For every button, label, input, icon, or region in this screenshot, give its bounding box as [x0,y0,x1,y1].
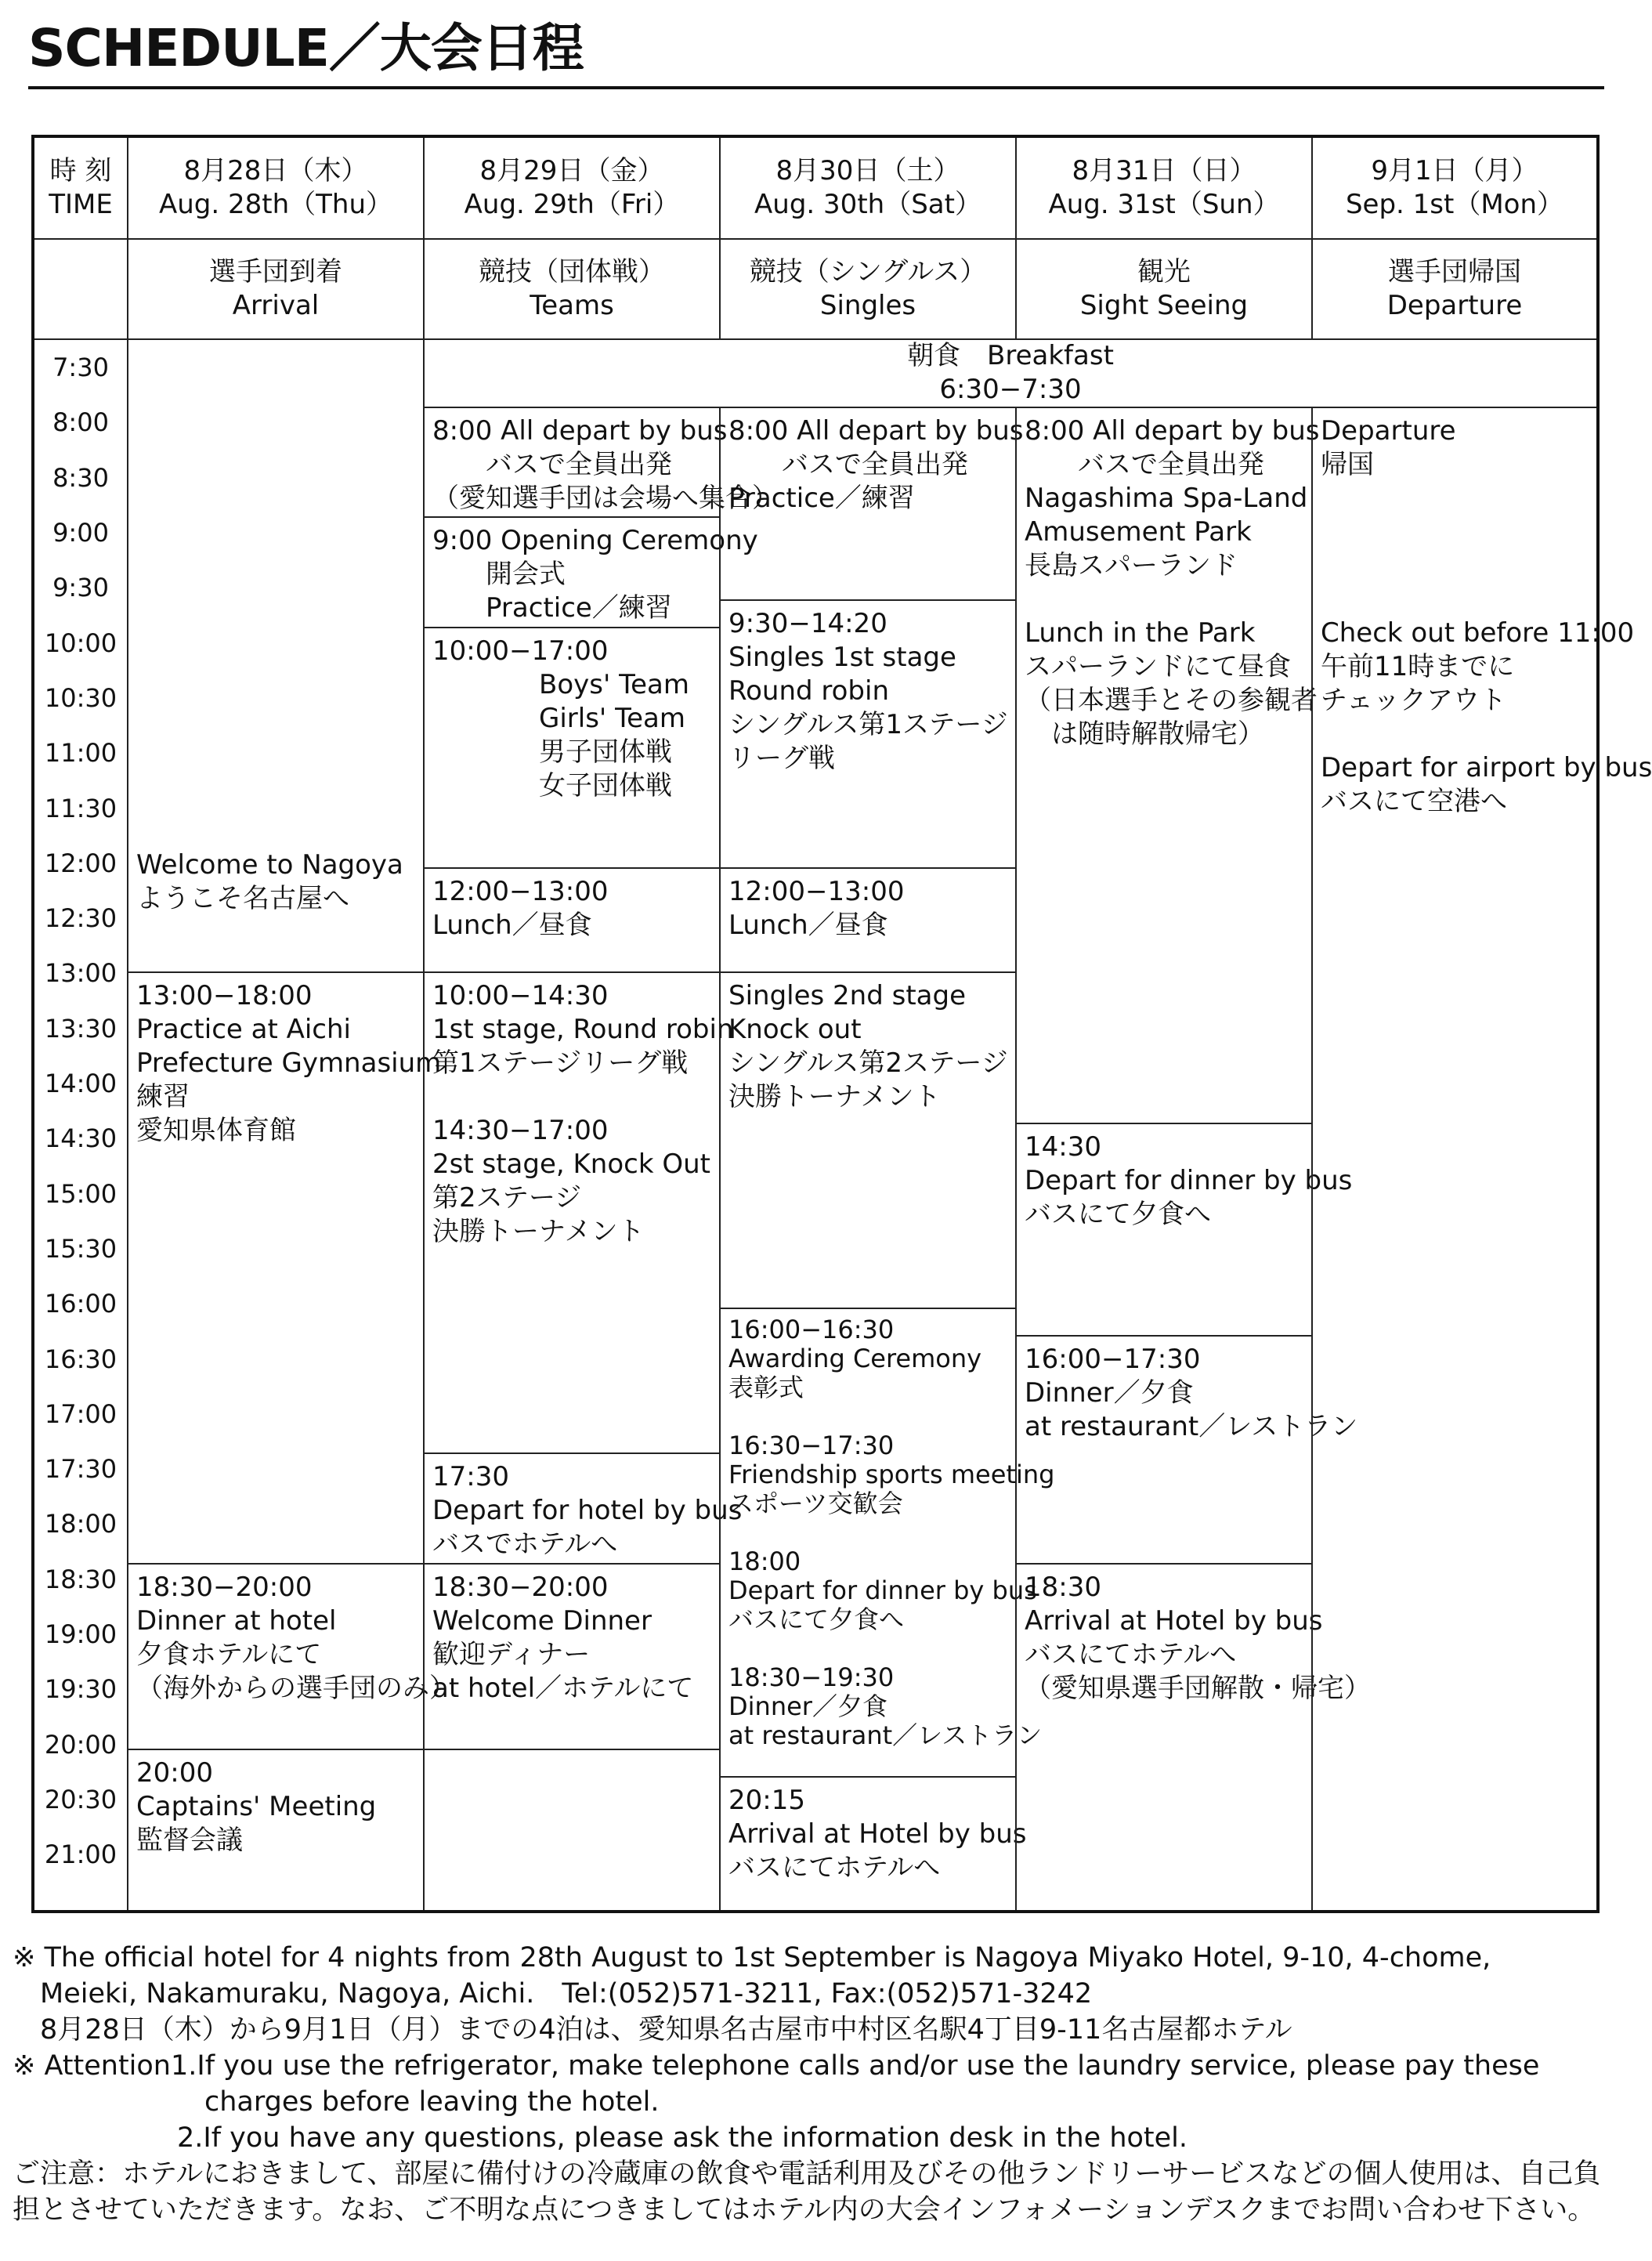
d1-meeting-cell-line: Captains' Meeting [136,1790,377,1822]
time-header-jp: 時 刻 [49,155,112,186]
time-label: 11:30 [44,793,117,823]
day-theme-en: Arrival [232,290,320,321]
d1-meeting-cell [127,1749,423,1910]
d3-lunch-cell [719,867,1015,972]
d3-evening-cell-line: Dinner／夕食 [728,1691,887,1722]
d3-depart-cell [719,407,1024,599]
time-label: 7:30 [52,353,109,383]
d4-arrival-cell [1015,1563,1371,1910]
d2-stages-cell-line: 10:00−14:30 [432,980,609,1012]
day-date-jp: 8月29日（金） [479,155,664,186]
time-label: 13:00 [44,958,117,989]
d5-departure-cell-line [1321,718,1589,751]
d3-singles2-cell-line: シングルス第2ステージ [728,1047,1008,1080]
d4-arrival-cell-line: 18:30 [1025,1572,1101,1603]
day-header [423,138,719,238]
d3-evening-cell-line: バスにて夕食へ [728,1604,905,1635]
d2-stages-cell-line: 第2ステージ [432,1182,582,1214]
d3-depart-cell-line: Practice／練習 [728,482,915,514]
d2-stages-cell-line: 14:30−17:00 [432,1115,609,1147]
d4-park-cell-line: （日本選手とその参観者 [1025,684,1318,716]
d4-dinner-cell-line: at restaurant／レストラン [1025,1411,1358,1443]
d5-departure-cell-line: Check out before 11:00 [1321,617,1635,649]
d1-dinner-cell [127,1563,456,1749]
d4-park-cell-line [1025,583,1303,617]
day-date-en: Aug. 28th（Thu） [158,189,392,220]
d2-depart-cell-line: バスで全員出発 [432,448,672,480]
time-label: 15:30 [44,1233,117,1264]
d3-evening-cell-line: 16:00−16:30 [728,1315,895,1345]
day-theme [423,238,719,338]
d2-stages-cell [423,971,734,1452]
time-header-en: TIME [49,189,113,220]
d3-lunch-cell-line: 12:00−13:00 [728,875,905,907]
d4-park-cell-line: バスで全員出発 [1025,448,1264,480]
d1-practice-cell-line: Prefecture Gymnasium [136,1047,442,1080]
d1-welcome-cell [127,338,423,971]
d2-stages-cell-line: 決勝トーナメント [432,1216,645,1248]
time-label: 20:30 [44,1784,117,1814]
d4-park-cell-line: 8:00 All depart by bus [1025,414,1320,447]
d1-dinner-cell-line: （海外からの選手団のみ） [136,1673,456,1704]
time-label: 10:00 [44,628,117,658]
d5-departure-cell-line: Depart for airport by bus [1321,751,1652,783]
d3-evening-cell-line: スポーツ交歓会 [728,1489,903,1519]
d2-dinner-cell-line: 18:30−20:00 [432,1572,609,1603]
day-theme-jp: 競技（団体戦） [479,256,665,288]
time-label: 18:30 [44,1564,117,1594]
d1-dinner-cell-line: 夕食ホテルにて [136,1639,322,1670]
breakfast-cell-line: 6:30−7:30 [939,374,1082,406]
d2-teams-cell-line: 10:00−17:00 [432,635,609,667]
d3-arrival-cell [719,1776,1027,1910]
time-label: 21:00 [44,1840,117,1870]
d2-hotel-cell-line: 17:30 [432,1461,509,1493]
d2-dinner-cell-line: Welcome Dinner [432,1605,652,1637]
day-theme [1015,238,1311,338]
day-theme-jp: 選手団到着 [209,256,342,288]
d3-evening-cell-line: 表彰式 [728,1373,804,1403]
d3-arrival-cell-line: Arrival at Hotel by bus [728,1818,1027,1850]
d3-evening-cell-line: Awarding Ceremony [728,1344,982,1374]
d3-evening-cell-line [728,1518,1007,1547]
time-label: 19:00 [44,1619,117,1650]
d2-empty-cell [423,1749,719,1910]
d5-departure-cell-line: チェックアウト [1321,684,1506,716]
day-theme [1311,238,1596,338]
day-theme [127,238,423,338]
d2-stages-cell-line: 1st stage, Round robin [432,1014,734,1046]
time-label: 8:30 [52,462,109,493]
d3-singles2-cell-line: Singles 2nd stage [728,980,966,1012]
d2-dinner-cell-line: at hotel／ホテルにて [432,1673,694,1704]
day-header [719,138,1015,238]
d2-opening-cell-line: 開会式 [432,559,566,591]
day-theme-en: Departure [1386,290,1523,321]
breakfast-cell-line: 朝食 Breakfast [907,340,1114,372]
d2-teams-cell-line: Boys' Team [432,668,689,700]
d3-singles1-cell-line: Singles 1st stage [728,641,956,673]
time-label: 13:30 [44,1013,117,1044]
d5-departure-cell [1311,407,1652,1910]
d5-departure-cell-line: バスにて空港へ [1321,785,1507,817]
d3-singles1-cell-line: シングルス第1ステージ [728,708,1008,740]
d4-depart-cell-line: バスにて夕食へ [1025,1198,1211,1230]
day-date-en: Aug. 31st（Sun） [1048,189,1280,220]
d3-singles1-cell [719,599,1015,867]
d1-practice-cell-line: 練習 [136,1081,190,1113]
d1-practice-cell-line: 13:00−18:00 [136,980,313,1012]
time-label: 14:00 [44,1069,117,1099]
d3-evening-cell-line [728,1402,1007,1431]
d3-singles2-cell-line: Knock out [728,1014,862,1046]
d3-singles1-cell-line: リーグ戦 [728,742,835,774]
d3-depart-cell-line: バスで全員出発 [728,448,968,480]
d3-singles1-cell-line: 9:30−14:20 [728,607,887,639]
breakfast-cell [423,338,1596,407]
time-label: 9:30 [52,573,109,603]
d3-evening-cell [719,1308,1055,1776]
d2-hotel-cell-line: Depart for hotel by bus [432,1495,743,1527]
d5-departure-cell-line [1321,482,1589,516]
d5-departure-cell-line [1321,549,1589,583]
day-theme-en: Singles [819,290,916,321]
d1-dinner-cell-line: Dinner at hotel [136,1605,337,1637]
d5-departure-cell-line: 帰国 [1321,448,1374,480]
d3-arrival-cell-line: バスにてホテルへ [728,1851,941,1883]
d4-dinner-cell-line: 16:00−17:30 [1025,1344,1201,1376]
d5-departure-cell-line: 午前11時までに [1321,650,1515,682]
day-theme-en: Teams [530,290,614,321]
day-theme [719,238,1015,338]
d2-teams-cell-line: 女子団体戦 [432,769,672,801]
d2-opening-cell [423,516,758,627]
d4-park-cell-line: 長島スパーランド [1025,549,1238,581]
time-label: 18:00 [44,1509,117,1539]
time-label: 12:00 [44,848,117,878]
note-line: Meieki, Nakamuraku, Nagoya, Aichi. Tel:(052)571-3211, Fax:(052)571-3242 [13,1978,1093,2010]
day-theme-jp: 競技（シングルス） [749,256,987,288]
day-header [1311,138,1596,238]
time-label: 17:30 [44,1454,117,1485]
d5-departure-cell-line [1321,516,1589,549]
note-line: ※ Attention1.If you use the refrigerator, make telephone calls and/or use the laundry service, please pay these [13,2050,1540,2082]
day-date-jp: 8月30日（土） [775,155,960,186]
d2-depart-cell-line: （愛知選手団は会場へ集合） [432,482,779,514]
d4-park-cell-line: は随時解散帰宅） [1025,718,1264,750]
d3-evening-cell-line: 18:00 [728,1547,801,1577]
d3-evening-cell-line: at restaurant／レストラン [728,1720,1043,1751]
d1-meeting-cell-line: 20:00 [136,1756,213,1789]
day-header [1015,138,1311,238]
d2-dinner-cell-line: 歓迎ディナー [432,1639,591,1670]
time-column [34,338,127,1910]
hotel-notes [13,1940,1626,2228]
d4-park-cell-line: スパーランドにて昼食 [1025,650,1291,682]
d3-evening-cell-line: Friendship sports meeting [728,1460,1055,1490]
note-line: 2.If you have any questions, please ask the information desk in the hotel. [13,2122,1188,2154]
day-date-en: Aug. 29th（Fri） [464,189,680,220]
time-label: 15:00 [44,1178,117,1209]
d4-depart-cell-line: 14:30 [1025,1130,1101,1163]
d3-arrival-cell-line: 20:15 [728,1784,805,1816]
d1-welcome-cell-line: Welcome to Nagoya [136,849,403,881]
d4-depart-cell [1015,1123,1353,1336]
d2-hotel-cell [423,1452,743,1563]
d1-practice-cell [127,971,442,1563]
d2-dinner-cell [423,1563,719,1749]
d2-opening-cell-line: Practice／練習 [432,592,672,624]
d2-opening-cell-line: 9:00 Opening Ceremony [432,525,758,557]
time-label: 19:30 [44,1674,117,1705]
d2-teams-cell-line: 男子団体戦 [432,736,672,768]
d1-meeting-cell-line: 監督会議 [136,1824,243,1856]
d4-depart-cell-line: Depart for dinner by bus [1025,1164,1353,1196]
note-line: ※ The official hotel for 4 nights from 28th August to 1st September is Nagoya Miyako Hotel, 9-10, 4-chome, [13,1942,1491,1973]
day-theme-en: Sight Seeing [1079,290,1249,321]
time-label: 16:30 [44,1344,117,1374]
d2-hotel-cell-line: バスでホテルへ [432,1528,618,1561]
d4-arrival-cell-line: バスにてホテルへ [1025,1639,1237,1670]
d3-depart-cell-line: 8:00 All depart by bus [728,414,1024,447]
d4-dinner-cell [1015,1335,1358,1563]
d2-lunch-cell-line: 12:00−13:00 [432,875,609,907]
d2-teams-cell [423,627,719,867]
d2-depart-cell [423,407,779,517]
d4-arrival-cell-line: （愛知県選手団解散・帰宅） [1025,1673,1371,1704]
day-theme-jp: 選手団帰国 [1388,256,1521,288]
d2-stages-cell-line [432,1080,711,1114]
d3-evening-cell-line: 18:30−19:30 [728,1662,895,1693]
d5-departure-cell-line: Departure [1321,414,1456,447]
d4-park-cell [1015,407,1320,1123]
d3-evening-cell-line [728,1634,1007,1663]
time-label: 8:00 [52,407,109,438]
note-line: ご注意：ホテルにおきまして、部屋に備付けの冷蔵庫の飲食や電話利用及びその他ランドリーサービスなどの個人使用は、自己負 [13,2158,1601,2190]
d4-dinner-cell-line: Dinner／夕食 [1025,1377,1194,1409]
note-line: 8月28日（木）から9月1日（月）までの4泊は、愛知県名古屋市中村区名駅4丁目9-11名古屋都ホテル [13,2014,1292,2046]
note-line: 担とさせていただきます。なお、ご不明な点につきましてはホテル内の大会インフォメーションデスクまでお問い合わせ下さい。 [13,2194,1596,2226]
d1-dinner-cell-line: 18:30−20:00 [136,1572,313,1603]
d3-singles2-cell [719,971,1015,1308]
d3-singles2-cell-line: 決勝トーナメント [728,1081,941,1113]
d5-departure-cell-line [1321,583,1589,617]
d1-practice-cell-line: Practice at Aichi [136,1014,351,1046]
time-label: 11:00 [44,738,117,769]
d1-practice-cell-line: 愛知県体育館 [136,1115,296,1147]
d2-stages-cell-line: 第1ステージリーグ戦 [432,1047,689,1080]
page-title: SCHEDULE／大会日程 [28,18,584,78]
time-label: 9:00 [52,518,109,548]
d4-arrival-cell-line: Arrival at Hotel by bus [1025,1605,1323,1637]
day-date-en: Aug. 30th（Sat） [754,189,981,220]
schedule-table [31,135,1652,1913]
d2-stages-cell-line: 2st stage, Knock Out [432,1149,710,1181]
day-date-jp: 9月1日（月） [1371,155,1538,186]
time-label: 20:00 [44,1729,117,1760]
d3-evening-cell-line: Depart for dinner by bus [728,1575,1037,1606]
day-date-en: Sep. 1st（Mon） [1345,189,1564,220]
time-label: 16:00 [44,1289,117,1319]
time-label: 14:30 [44,1123,117,1154]
time-label: 17:00 [44,1398,117,1429]
d4-park-cell-line: Lunch in the Park [1025,617,1256,649]
d2-teams-cell-line: Girls' Team [432,702,685,734]
time-header [34,138,127,238]
day-date-jp: 8月28日（木） [183,155,368,186]
time-label: 10:30 [44,682,117,713]
day-header [127,138,423,238]
note-line: charges before leaving the hotel. [13,2086,660,2118]
d3-lunch-cell-line: Lunch／昼食 [728,909,888,941]
d4-park-cell-line: Amusement Park [1025,516,1252,548]
d2-lunch-cell [423,867,719,972]
d2-depart-cell-line: 8:00 All depart by bus [432,414,728,447]
day-date-jp: 8月31日（日） [1072,155,1256,186]
d3-evening-cell-line: 16:30−17:30 [728,1431,895,1461]
d4-park-cell-line: Nagashima Spa-Land [1025,482,1308,514]
time-theme-blank [34,238,127,338]
d2-lunch-cell-line: Lunch／昼食 [432,909,592,941]
d3-singles1-cell-line: Round robin [728,675,889,707]
d1-welcome-cell-line: ようこそ名古屋へ [136,883,349,915]
day-theme-jp: 観光 [1137,256,1191,288]
title-underline [28,86,1604,89]
time-label: 12:30 [44,903,117,934]
